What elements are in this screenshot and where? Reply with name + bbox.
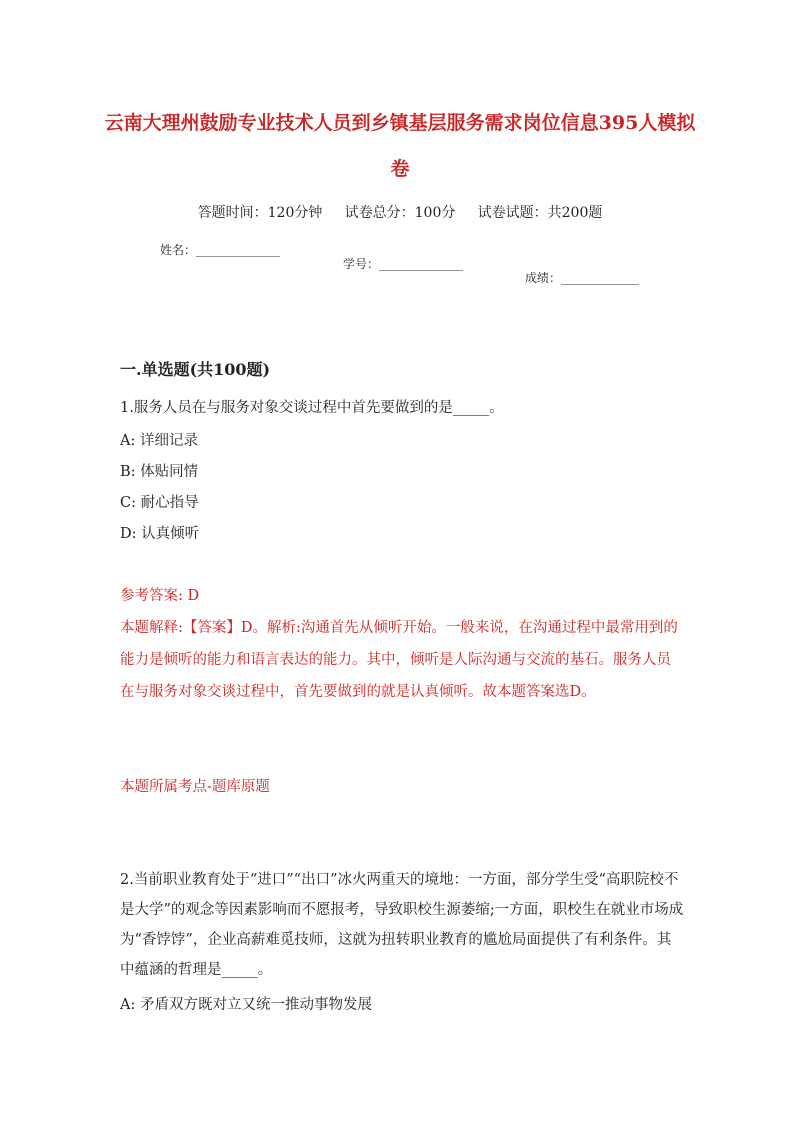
question-1-explanation: 本题解释:【答案】D。解析:沟通首先从倾听开始。一般来说，在沟通过程中最常用到的能力是倾听的能力和语言表达的能力。其中，倾听是人际沟通与交流的基石。服务人员在与服务对象交谈过程中，首先要做到的就是认真倾听。故本题答案选D。: [120, 620, 678, 700]
question-2-stem: 2.当前职业教育处于“进口”“出口”冰火两重天的境地：一方面，部分学生受“高职院校不是大学”的观念等因素影响而不愿报考，导致职校生源萎缩;一方面，职校生在就业市场成为“香饽饽”，企业高薪难觅技师，这就为扭转职业教育的尴尬局面提供了有利条件。其中蕴涵的哲理是_____。: [120, 872, 684, 978]
question-1-option-d: D: 认真倾听: [120, 526, 200, 542]
section-title: 一.单选题(共100题): [120, 360, 271, 379]
score-field: 成绩：_____________: [525, 271, 640, 285]
question-1-source: 本题所属考点-题库原题: [120, 779, 270, 795]
question-1-answer: 参考答案: D: [120, 588, 200, 604]
question-1-option-b: B: 体贴同情: [120, 464, 199, 480]
exam-total-score: 试卷总分：100分: [344, 205, 456, 221]
exam-question-count: 试卷试题：共200题: [477, 205, 603, 221]
document-title: 云南大理州鼓励专业技术人员到乡镇基层服务需求岗位信息395人模拟卷: [104, 112, 696, 180]
question-1-stem: 1.服务人员在与服务对象交谈过程中首先要做到的是_____。: [120, 400, 504, 416]
student-fields: [0, 227, 800, 283]
question-2-option-a: A: 矛盾双方既对立又统一推动事物发展: [120, 997, 372, 1013]
name-field: 姓名：______________: [160, 243, 281, 257]
exam-meta: [0, 202, 800, 222]
student-id-field: 学号：______________: [343, 257, 464, 271]
exam-time: 答题时间：120分钟: [197, 205, 323, 221]
question-1-option-a: A: 详细记录: [120, 433, 198, 449]
question-1-option-c: C: 耐心指导: [120, 495, 199, 511]
